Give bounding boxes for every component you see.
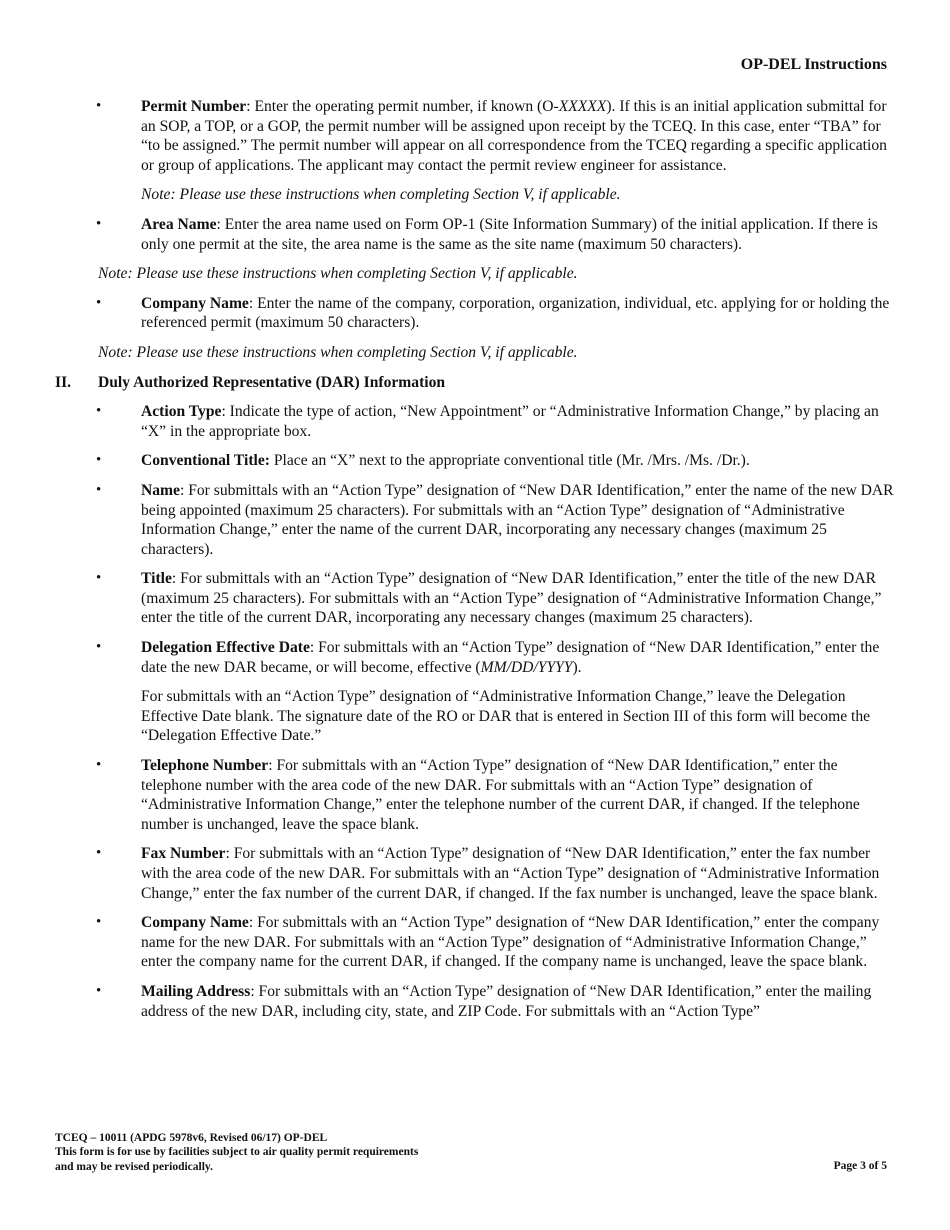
term-label: Title bbox=[141, 570, 172, 588]
footer-usage-note: This form is for use by facilities subject to air quality permit requirements bbox=[55, 1146, 419, 1159]
bullet-area-name: • Area Name: Enter the area name used on Form OP-1 (Site Information Summary) of the initial application. If there is only one permit at the site, the area name is the same as the site name (maximum 50 characters). bbox=[96, 215, 878, 253]
section-title: Duly Authorized Representative (DAR) Information bbox=[98, 373, 446, 391]
bullet-company-name: • Company Name: Enter the name of the company, corporation, organization, individual, etc. applying for or holding the referenced permit (maximum 50 characters). bbox=[96, 294, 890, 332]
term-label: Fax Number bbox=[141, 845, 226, 863]
page-number: Page 3 of 5 bbox=[833, 1160, 887, 1172]
bullet-delegation-effective-date: • Delegation Effective Date: For submittals with an “Action Type” designation of “New DAR Identification,” enter the date the new DAR became, or will become, effective (MM/DD/YYYY). bbox=[96, 639, 880, 676]
bullet-icon: • bbox=[96, 98, 102, 114]
term-label: Name bbox=[141, 481, 180, 499]
bullet-permit-number: • Permit Number: Enter the operating permit number, if known (O-XXXXX). If this is an initial application submittal for an SOP, a TOP, or a GOP, the permit number will be assigned upon receipt by the TCEQ. In this case, enter “TBA” for “to be assigned.” The permit number will appear on all correspondence from the TCEQ regarding a specific application or group of applications. The applicant may contact the permit review engineer for assistance. bbox=[96, 98, 887, 174]
bullet-action-type: • Action Type: Indicate the type of action, “New Appointment” or “Administrative Information Change,” by placing an “X” in the appropriate box. bbox=[96, 403, 879, 440]
bullet-mailing-address: • Mailing Address: For submittals with an “Action Type” designation of “New DAR Identification,” enter the mailing address of the new DAR, including city, state, and ZIP Code. For submittals with an “Action Type” bbox=[96, 982, 872, 1020]
bullet-telephone-number: • Telephone Number: For submittals with an “Action Type” designation of “New DAR Identification,” enter the telephone number with the area code of the new DAR. For submittals with an “Action Type” designation of “Administrative Information Change,” enter the telephone number of the current DAR, if changed. If the telephone number is unchanged, leave the space blank. bbox=[96, 757, 860, 833]
note-text: Note: Please use these instructions when completing Section V, if applicable. bbox=[98, 343, 578, 361]
footer-form-id: TCEQ – 10011 (APDG 5978v6, Revised 06/17) OP-DEL bbox=[55, 1132, 328, 1144]
delegation-paragraph: For submittals with an “Action Type” designation of “Administrative Information Change,” leave the Delegation Effective Date blank. The signature date of the RO or DAR that is entered in Section III of this form will become the “Delegation Effective Date.” bbox=[141, 688, 871, 745]
term-label: Delegation Effective Date bbox=[141, 639, 310, 657]
bullet-title: • Title: For submittals with an “Action Type” designation of “New DAR Identification,” enter the title of the new DAR (maximum 25 characters). For submittals with an “Action Type” designation of “Administrative Information Change,” enter the title of the current DAR, incorporating any necessary changes (maximum 25 characters). bbox=[96, 570, 882, 627]
bullet-company-name-dar: • Company Name: For submittals with an “Action Type” designation of “New DAR Identification,” enter the company name for the new DAR. For submittals with an “Action Type” designation of “Administrative Information Change,” enter the company name for the current DAR, if changed. If the company name is unchanged, leave the space blank. bbox=[96, 914, 880, 971]
bullet-conventional-title: • Conventional Title: Place an “X” next to the appropriate conventional title (Mr. /Mrs. /Ms. /Dr.). bbox=[96, 452, 750, 470]
bullet-icon: • bbox=[96, 570, 102, 587]
term-label: Permit Number bbox=[141, 98, 247, 115]
bullet-icon: • bbox=[96, 914, 102, 931]
bullet-fax-number: • Fax Number: For submittals with an “Action Type” designation of “New DAR Identification,” enter the fax number with the area code of the new DAR. For submittals with an “Action Type” designation of “Administrative Information Change,” enter the fax number of the current DAR, if changed. If the fax number is unchanged, leave the space blank. bbox=[96, 845, 880, 902]
bullet-name: • Name: For submittals with an “Action Type” designation of “New DAR Identification,” enter the name of the new DAR being appointed (maximum 25 characters). For submittals with an “Action Type” designation of “Administrative Information Change,” enter the name of the current DAR, incorporating any necessary changes (maximum 25 characters). bbox=[96, 481, 894, 558]
term-label: Company Name bbox=[141, 294, 249, 312]
term-label: Area Name bbox=[141, 215, 217, 233]
bullet-icon: • bbox=[96, 481, 102, 498]
bullet-icon: • bbox=[96, 294, 102, 311]
page-header-title: OP-DEL Instructions bbox=[740, 56, 887, 73]
term-label: Action Type bbox=[141, 403, 222, 421]
bullet-icon: • bbox=[96, 982, 102, 999]
bullet-icon: • bbox=[96, 757, 102, 774]
section-heading bbox=[55, 373, 895, 393]
term-label: Conventional Title: bbox=[141, 452, 270, 470]
bullet-icon: • bbox=[96, 215, 102, 232]
bullet-icon: • bbox=[96, 452, 102, 469]
bullet-icon: • bbox=[96, 639, 102, 656]
note-text: Note: Please use these instructions when completing Section V, if applicable. bbox=[141, 186, 621, 204]
footer-revision-note: and may be revised periodically. bbox=[55, 1160, 213, 1173]
page-footer bbox=[55, 1131, 887, 1174]
note-text: Note: Please use these instructions when completing Section V, if applicable. bbox=[98, 265, 578, 283]
term-label: Mailing Address bbox=[141, 982, 251, 1000]
bullet-icon: • bbox=[96, 845, 102, 862]
instructions-body bbox=[55, 97, 895, 1031]
term-label: Telephone Number bbox=[141, 757, 269, 775]
section-number: II. bbox=[55, 373, 72, 391]
bullet-icon: • bbox=[96, 403, 102, 420]
term-label: Company Name bbox=[141, 914, 249, 932]
